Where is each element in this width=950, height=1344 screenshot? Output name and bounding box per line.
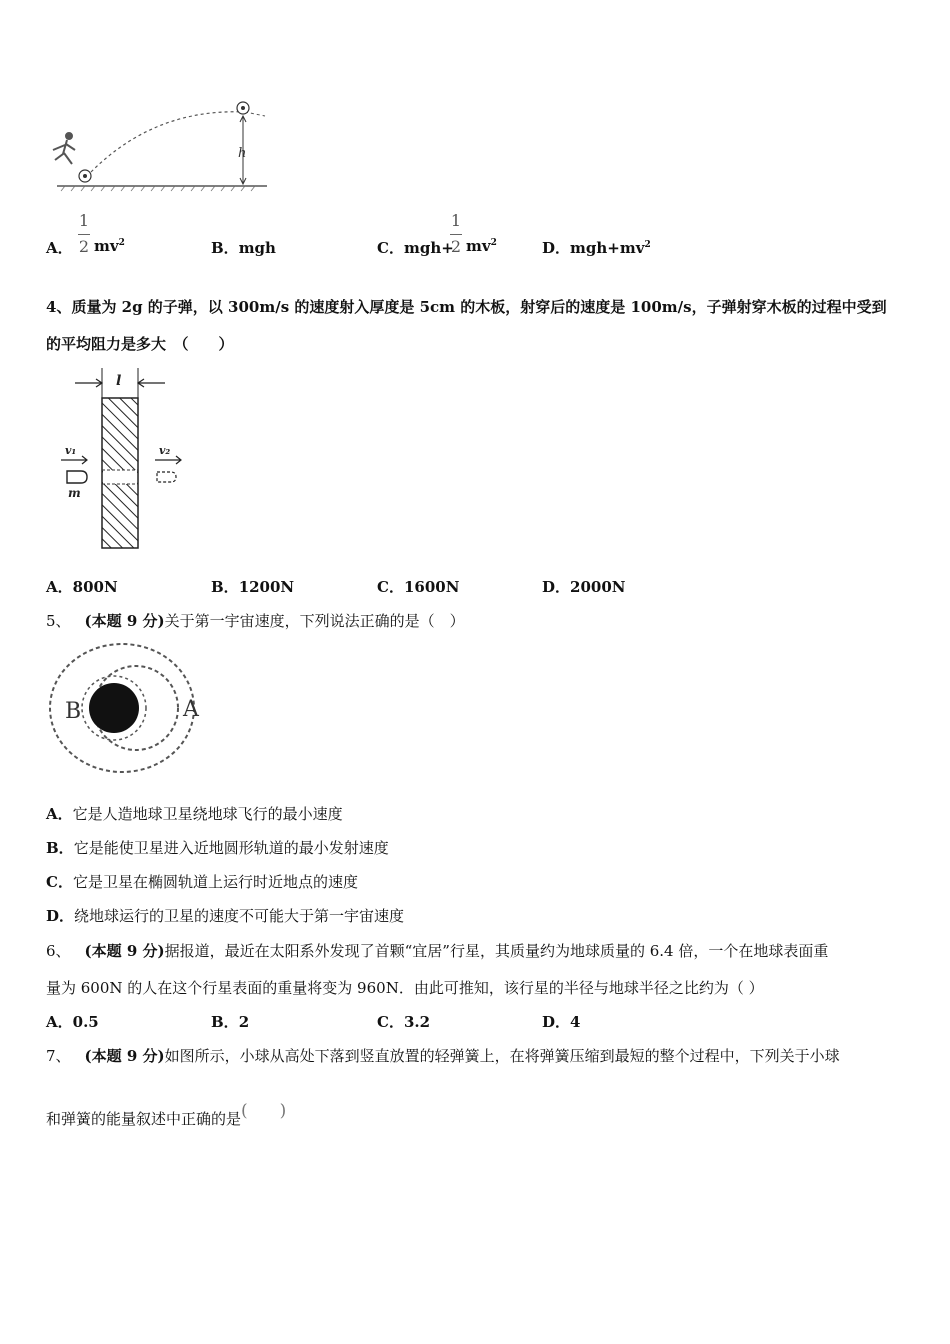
thickness-label: l xyxy=(116,373,122,389)
q5-option-c: C．它是卫星在椭圆轨道上运行时近地点的速度 xyxy=(46,873,358,891)
answer-bracket-close: ) xyxy=(279,1101,287,1121)
q7-stem-line1: 7、 (本题 9 分)如图所示，小球从高处下落到竖直放置的轻弹簧上，在将弹簧压缩到最短的整个过程中，下列关于小球 xyxy=(46,1047,840,1065)
q6-option-d: D．4 xyxy=(542,1013,581,1031)
q6-stem-line1: 6、 (本题 9 分)据报道，最近在太阳系外发现了首颗“宜居”行星，其质量约为地球质量的 6.4 倍，一个在地球表面重 xyxy=(46,942,829,960)
q7-stem-line2: 和弹簧的能量叙述中正确的是( ) xyxy=(46,1101,287,1128)
q6-option-b: B．2 xyxy=(211,1013,250,1031)
q3-option-c-frac-num: 1 xyxy=(450,211,462,230)
label-a: A xyxy=(183,697,199,722)
q6-stem-line2: 量为 600N 的人在这个行星表面的重量将变为 960N．由此可推知，该行星的半径与地球半径之比约为（ ） xyxy=(46,979,764,997)
trajectory-path xyxy=(91,112,245,172)
bullet-board-figure xyxy=(55,368,195,553)
earth-icon xyxy=(89,683,139,733)
projectile-figure xyxy=(45,98,275,193)
answer-bracket-open: ( xyxy=(241,1101,248,1121)
q4-option-b: B．1200N xyxy=(211,578,295,596)
v1-label: v₁ xyxy=(65,444,77,457)
q4-option-a: A．800N xyxy=(46,578,118,596)
q4-option-c: C．1600N xyxy=(377,578,460,596)
bullet-after-icon xyxy=(157,472,176,482)
q3-option-a-frac-den: 2 xyxy=(78,237,90,256)
player-icon xyxy=(53,133,75,165)
q5-option-a: A．它是人造地球卫星绕地球飞行的最小速度 xyxy=(46,805,343,823)
fraction-bar xyxy=(78,234,90,235)
q3-option-d: D．$mgh+mv^2$ xyxy=(542,239,651,257)
fraction-bar xyxy=(450,234,462,235)
bullet-icon xyxy=(67,471,87,483)
mass-label: m xyxy=(68,486,81,500)
q3-option-c: C．mgh+ xyxy=(377,239,454,257)
q5-option-d: D．绕地球运行的卫星的速度不可能大于第一宇宙速度 xyxy=(46,907,405,925)
v2-label: v₂ xyxy=(159,444,171,457)
label-b: B xyxy=(65,699,82,724)
q6-option-c: C．3.2 xyxy=(377,1013,431,1031)
orbit-figure xyxy=(48,640,208,780)
height-label: h xyxy=(238,146,247,161)
q3-option-b: B．mgh xyxy=(211,239,276,257)
q5-option-b: B．它是能使卫星进入近地圆形轨道的最小发射速度 xyxy=(46,839,389,857)
q3-option-c-frac-den: 2 xyxy=(450,237,462,256)
q6-option-a: A．0.5 xyxy=(46,1013,99,1031)
q4-stem-line2: 的平均阻力是多大 （ ） xyxy=(46,335,234,353)
q3-option-c-text: $mv^2$ xyxy=(466,237,497,255)
q4-stem-line1: 4、质量为 2g 的子弹，以 300m/s 的速度射入厚度是 5cm 的木板，射穿后的速度是 100m/s，子弹射穿木板的过程中受到 xyxy=(46,298,887,316)
q5-stem: 5、 (本题 9 分)关于第一宇宙速度，下列说法正确的是（ ） xyxy=(46,612,465,630)
q4-option-d: D．2000N xyxy=(542,578,626,596)
bullet-hole xyxy=(103,470,137,484)
q3-option-a-letter: A． xyxy=(46,239,73,257)
q3-option-a-frac-num: 1 xyxy=(78,211,90,230)
ground-hatching xyxy=(61,186,255,191)
q3-option-a-text: $mv^2$ xyxy=(94,237,125,255)
